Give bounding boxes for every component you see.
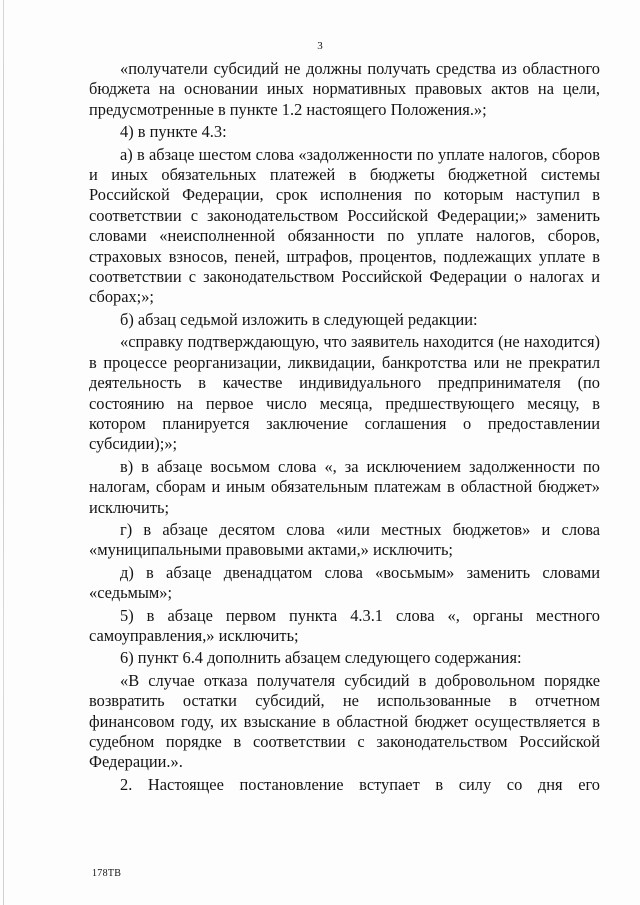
paragraph-subitem-a: а) в абзаце шестом слова «задолженности по уплате налогов, сборов и иных обязательных платежей в бюджеты бюджетной системы Российской Федерации, срок исполнения по которым наступил в соответствии с законодательством Российской Федерации;» заменить словами «неисполненной обязанности по уплате налогов, сборов, страховых взносов, пеней, штрафов, процентов, подлежащих уплате в соответствии с законодательством Российской Федерации о налогах и сборах;»; — [89, 144, 600, 307]
paragraph-refund-clause: «В случае отказа получателя субсидий в добровольном порядке возвратить остатки субсидий, не использованные в отчетном финансовом году, их взыскание в областной бюджет осуществляется в судебном порядке в соответствии с законодательством Российской Федерации.». — [89, 670, 600, 772]
paragraph-subitem-v: в) в абзаце восьмом слова «, за исключением задолженности по налогам, сборам и иным обязательным платежам в областной бюджет» исключить; — [89, 456, 600, 517]
paragraph-effective-date: 2. Настоящее постановление вступает в силу со дня его — [120, 774, 600, 794]
paragraph-subitem-b: б) абзац седьмой изложить в следующей редакции: — [120, 309, 478, 329]
scan-edge — [3, 0, 4, 905]
footer-document-code: 178ТВ — [92, 868, 122, 879]
page-number: 3 — [317, 40, 323, 52]
paragraph-recipients-clause: «получатели субсидий не должны получать средства из областного бюджета на основании иных нормативных правовых актов на цели, предусмотренные в пункте 1.2 настоящего Положения.»; — [89, 59, 600, 119]
document-body — [89, 59, 600, 795]
paragraph-item-4: 4) в пункте 4.3: — [120, 122, 227, 142]
paragraph-subitem-g: г) в абзаце десятом слова «или местных бюджетов» и слова «муниципальными правовыми актами,» исключить; — [89, 519, 600, 560]
paragraph-item-6: 6) пункт 6.4 дополнить абзацем следующего содержания: — [120, 648, 522, 668]
paragraph-certificate-clause: «справку подтверждающую, что заявитель находится (не находится) в процессе реорганизации, ликвидации, банкротства или не прекратил деятельность в качестве индивидуального предпринимателя (по состоянию на первое число месяца, предшествующего месяцу, в котором планируется заключение соглашения о предоставлении субсидии);»; — [89, 332, 600, 454]
paragraph-subitem-d: д) в абзаце двенадцатом слова «восьмым» заменить словами «седьмым»; — [89, 562, 600, 603]
paragraph-item-5: 5) в абзаце первом пункта 4.3.1 слова «, органы местного самоуправления,» исключить; — [89, 605, 600, 645]
